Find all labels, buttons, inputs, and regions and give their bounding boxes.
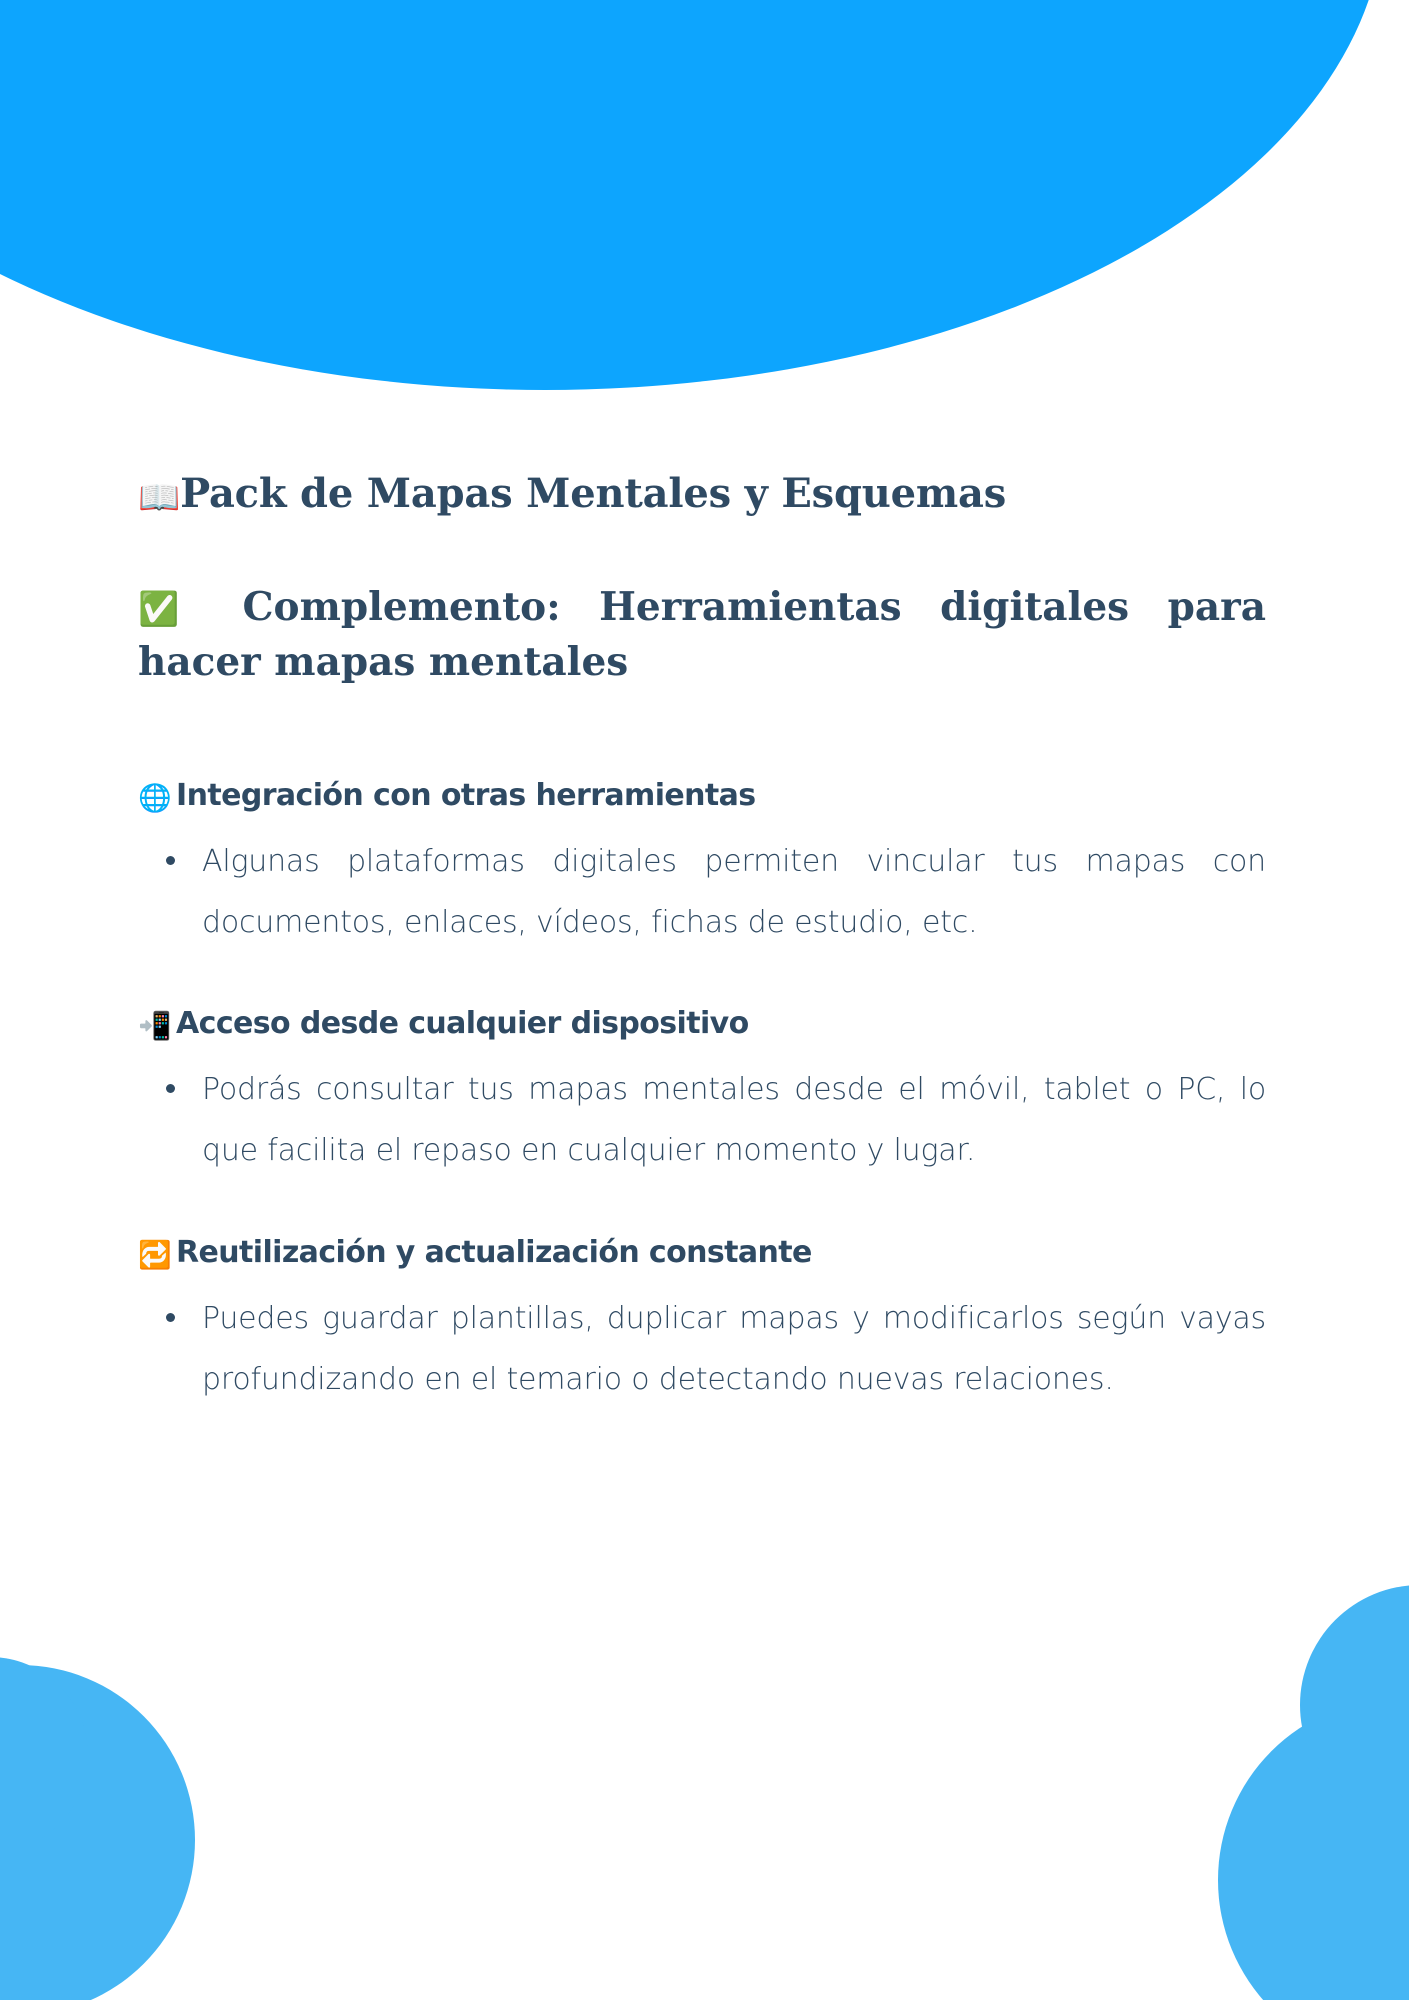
bullet-list: [138, 832, 1266, 954]
section-heading-text: Reutilización y actualización constante: [176, 1234, 812, 1270]
check-mark-icon: ✅: [138, 589, 205, 629]
mobile-phone-arrow-icon: 📲: [138, 1011, 172, 1043]
section-acceso: [138, 1005, 1266, 1182]
list-item-text: Podrás consultar tus mapas mentales desde el móvil, tablet o PC, lo que facilita el repaso en cualquier momento y lugar.: [202, 1072, 1266, 1169]
document-content: [138, 470, 1266, 1416]
list-item-text: Puedes guardar plantillas, duplicar mapas y modificarlos según vayas profundizando en el temario o detectando nuevas relaciones.: [202, 1300, 1266, 1397]
section-heading: [138, 1005, 1266, 1044]
bottom-left-blob-icon: [0, 1657, 195, 2000]
section-reutilizacion: [138, 1234, 1266, 1411]
page-subtitle-text: Complemento: Herramientas digitales para hacer mapas mentales: [138, 584, 1266, 686]
bullet-list: [138, 1289, 1266, 1411]
bullet-list: [138, 1060, 1266, 1182]
section-heading: [138, 777, 1266, 816]
bullet-dot-icon: [166, 1084, 175, 1093]
section-heading: [138, 1234, 1266, 1273]
repeat-icon: 🔁: [138, 1239, 172, 1271]
section-heading-text: Integración con otras herramientas: [176, 777, 756, 813]
list-item-text: Algunas plataformas digitales permiten vincular tus mapas con documentos, enlaces, vídeos, fichas de estudio, etc.: [202, 843, 1266, 940]
open-book-icon: 📖: [138, 478, 181, 518]
globe-icon: 🌐: [138, 782, 172, 814]
page-subtitle: [138, 580, 1266, 691]
list-item: [138, 1060, 1266, 1182]
section-heading-text: Acceso desde cualquier dispositivo: [176, 1006, 749, 1042]
section-integracion: [138, 777, 1266, 954]
list-item: [138, 832, 1266, 954]
bullet-dot-icon: [166, 1313, 175, 1322]
page-title-text: Pack de Mapas Mentales y Esquemas: [180, 470, 1007, 517]
bottom-right-blob-icon: [1218, 1585, 1409, 2000]
top-blob-icon: [0, 0, 1385, 390]
page-title: [138, 470, 1266, 518]
list-item: [138, 1289, 1266, 1411]
bullet-dot-icon: [166, 856, 175, 865]
